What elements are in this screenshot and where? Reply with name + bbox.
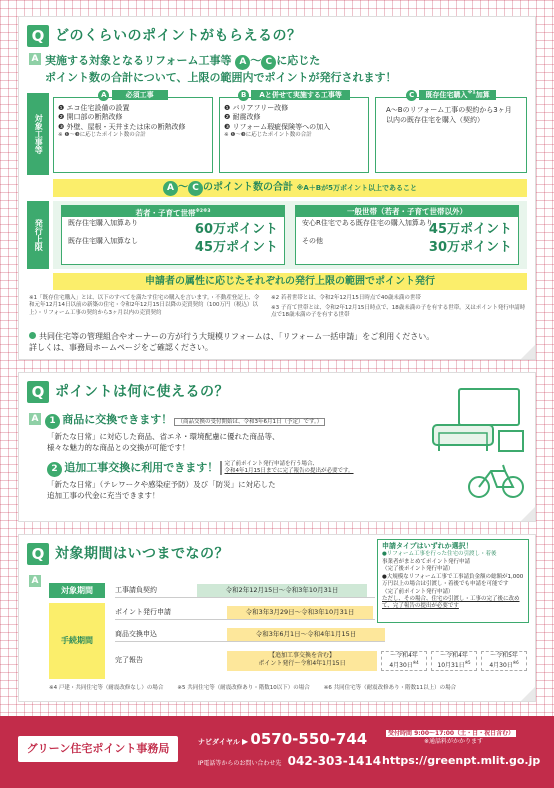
page-fold	[521, 345, 535, 359]
general-r1-label: 安心R住宅である既存住宅の購入加算あり	[302, 219, 433, 227]
footnote-2: ※2 若者世帯とは、令和2年12月15日時点で40歳未満の世帯	[271, 295, 421, 301]
section-title: ポイントは何に使えるの？	[55, 383, 229, 400]
sofa-tv-illustration	[429, 385, 529, 457]
a-badge: A	[29, 575, 41, 587]
procedure-label: 手続期間	[49, 603, 105, 679]
limit-bar: 申請者の属性に応じたそれぞれの発行上限の範囲でポイント発行	[53, 273, 527, 290]
deadline-1: 〜令和4年 4月30日$^{※4}$	[381, 651, 427, 671]
deadline-3: 〜令和5年 4月30日$^{※6}$	[481, 651, 527, 671]
footnote-3: ※3 子育て世帯とは、令和2年12月15日時点で、18歳未満の子を有する世帯。又はポイント発行申請時点で18歳未満の子を有する世帯	[271, 305, 526, 319]
column-note: ※ ❶〜❸に応じたポイント数の合計	[224, 132, 312, 139]
row-exchange	[115, 627, 385, 642]
navi-phone[interactable]: 0570-550-744	[250, 730, 368, 748]
usage-1-title: 商品に交換できます！	[62, 413, 173, 426]
section-points-usage	[18, 372, 536, 522]
sum-note: ※A＋Bが5万ポイント以上であること	[296, 184, 417, 192]
general-r2-label: その他	[302, 236, 323, 245]
section-header	[27, 23, 527, 49]
usage-2-title: 追加工事交換に利用できます！	[64, 461, 219, 474]
section-period	[18, 534, 536, 702]
apply-type-box: 申請タイプはいずれか選択！ ●リフォーム工事を行った住宅の引渡し・着後 事業者がまとめてポイント発行申請 （完了後ポイント発行申請） ●大規模なリフォーム工事で工事請負金額の総額が1,000万円以上の場合は引渡し・着後でも申請を可能です （完了前ポイント発行申請） ただし、その場合、住宅の引渡し・工事の完了後に改めて、完了報告の提出が必要です	[377, 539, 529, 623]
ip-phone-number[interactable]: 042-303-1414	[287, 754, 382, 768]
badge-c: C	[261, 55, 276, 70]
column-b	[219, 91, 369, 173]
badge-a: A	[235, 55, 250, 70]
list-item: ❷ 耐震改修	[224, 113, 261, 122]
row-contract	[115, 583, 375, 598]
q-badge: Q	[27, 543, 49, 565]
lead: A 実施する対象となるリフォーム工事等 A 〜 C に応じた ポイント数の合計について、上限の範囲内でポイントが発行されます！	[29, 53, 525, 86]
section-title: 対象期間はいつまでなの？	[55, 545, 229, 562]
young-r2-value: 45万ポイント	[194, 240, 278, 256]
column-c: C 既存住宅購入$^{※1}$加算 A〜Bのリフォーム工事の契約から3ヶ月以内の既存住宅を購入（契約）	[375, 97, 527, 173]
footer	[0, 716, 554, 788]
list-item: ❸ リフォーム瑕疵保険等への加入	[224, 122, 331, 131]
a-badge: A	[29, 413, 41, 425]
young-head: 若者・子育て世帯	[135, 208, 196, 218]
usage-item-1: A 1 商品に交換できます！ （商品交換の受付開始は、令和3年6月1日（予定）です。） 「新たな日常」に対応した商品、省エネ・環境配慮に優れた商品等、 様々な魅力的な商品との交換が可能です！	[29, 413, 439, 454]
row-apply	[115, 605, 375, 620]
column-c-head: 既存住宅購入	[425, 91, 468, 100]
row-label: 工事請負契約	[115, 586, 157, 594]
a-badge: A	[29, 53, 41, 65]
row-label: 完了報告	[115, 656, 143, 664]
general-head: 一般世帯（若者・子育て世帯以外）	[296, 206, 518, 217]
footnote-1: ※1「既存住宅購入」とは、以下のすべてを満たす住宅の購入を言います。・不動産登記上、令和元年12月14日以前の新築の住宅・令和2年12月15日以降の売買契約（100万円（税込）以上）・リフォーム工事の契約から3ヶ月以内の売買契約	[29, 295, 260, 316]
list-item: ❶ バリアフリー改修	[224, 104, 289, 112]
period-bar: 令和3年6月1日〜令和4年1月15日	[227, 628, 385, 641]
young-r1-label: 既存住宅購入加算あり	[68, 219, 138, 227]
page-fold	[521, 507, 535, 521]
column-b-head: Aと併せて実施する工事等	[251, 90, 349, 100]
section-title: どのくらいのポイントがもらえるの？	[55, 27, 302, 44]
number-2: 2	[47, 462, 62, 477]
sum-bar: A 〜 C のポイント数の合計 ※A＋Bが5万ポイント以上であること	[53, 179, 527, 197]
hours: 受付時間 9:00〜17:00（土・日・祝日含む） ※通話料がかかります	[388, 730, 515, 745]
phone-icon: ▶	[242, 737, 249, 746]
list-item: ❶ エコ住宅設備の設置	[58, 104, 130, 112]
young-r2-label: 既存住宅購入加算なし	[68, 236, 138, 245]
row-label: ポイント発行申請	[115, 608, 171, 616]
section-points-amount	[18, 16, 536, 360]
period-label: 対象期間	[49, 583, 105, 598]
badge-c: C	[406, 90, 417, 101]
general-r2-value: 30万ポイント	[428, 240, 512, 256]
page-fold	[521, 687, 535, 701]
column-a	[53, 91, 213, 173]
general-box	[295, 205, 519, 265]
column-c-body: A〜Bのリフォーム工事の契約から3ヶ月以内の既存住宅を購入（契約）	[386, 106, 512, 125]
usage-item-2: 2 追加工事交換に利用できます！ 完了前ポイント発行申請を行う場合、 令和4年1月15日までに完了報告の提出が必要です。 「新たな日常」（テレワークや感染症予防）及び「防災」に対応した 追加工事の代金に充当できます！	[47, 461, 354, 500]
bullet-note: 共同住宅等の管理組合やオーナーの方が行う大規模リフォームは、「リフォーム一括申請」をご利用ください。 詳しくは、事務局ホームページをご確認ください。	[29, 332, 435, 353]
usage-1-note: （商品交換の受付開始は、令和3年6月1日（予定）です。）	[174, 418, 325, 426]
general-r1-value: 45万ポイント	[428, 222, 512, 238]
sidebar-target-works: 対象工事等	[27, 93, 49, 175]
bicycle-illustration	[467, 461, 527, 501]
list-item: ❸ 外壁、屋根・天井または床の断熱改修	[58, 122, 186, 131]
navi-dial: ナビダイヤル ▶ 0570-550-744	[198, 730, 368, 748]
bullet-icon	[29, 332, 36, 339]
badge-a: A	[98, 90, 109, 101]
number-1: 1	[45, 414, 60, 429]
org-name-box: グリーン住宅ポイント事務局	[18, 736, 178, 762]
young-r1-value: 60万ポイント	[194, 222, 278, 238]
q-badge: Q	[27, 381, 49, 403]
period-bar: 令和3年3月29日〜令和3年10月31日	[227, 606, 373, 619]
period-bar: 【追加工事交換を含む】 ポイント発行〜令和4年1月15日	[227, 651, 377, 671]
period-bar: 令和2年12月15日〜令和3年10月31日	[197, 584, 367, 597]
badge-a: A	[163, 181, 178, 196]
apply-type-title: 申請タイプはいずれか選択！	[382, 542, 473, 550]
column-note: ※ ❶〜❸に応じたポイント数の合計	[58, 132, 146, 139]
list-item: ❷ 開口部の断熱改修	[58, 113, 123, 122]
badge-b: B	[238, 90, 249, 101]
footnotes-period: ※4 戸建・共同住宅等（耐震改修なし）の場合 ※5 共同住宅等（耐震改修あり・階数10以下）の場合 ※6 共同住宅等（耐震改修あり・階数11以上）の場合	[49, 685, 457, 691]
badge-c: C	[188, 181, 203, 196]
column-a-head: 必須工事	[112, 90, 168, 100]
ip-phone: IP電話等からのお問い合わせ先 042-303-1414	[198, 754, 382, 768]
sidebar-limit: 発行上限	[27, 201, 49, 269]
row-label: 商品交換申込	[115, 630, 157, 638]
q-badge: Q	[27, 25, 49, 47]
deadline-2: 〜令和4年 10月31日$^{※5}$	[431, 651, 477, 671]
website-link[interactable]: https://greenpt.mlit.go.jp	[382, 754, 541, 767]
young-box: 若者・子育て世帯$^{※2※3}$ 既存住宅購入加算あり 60万ポイント 既存住宅購入加算なし 45万ポイント	[61, 205, 285, 265]
row-report	[115, 649, 529, 679]
limit-table	[53, 201, 527, 269]
